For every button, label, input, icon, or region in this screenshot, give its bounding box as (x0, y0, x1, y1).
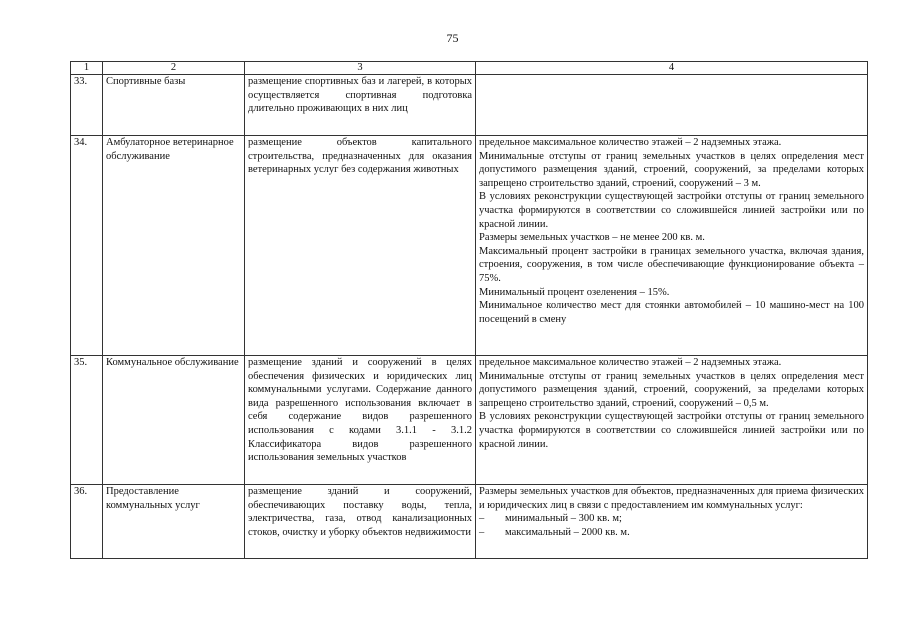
header-cell-3: 3 (245, 62, 476, 75)
land-use-name: Коммунальное обслуживание (103, 356, 245, 485)
row-number: 35. (71, 356, 103, 485)
description-text: размещение объектов капитального строительства, предназначенных для оказания ветеринарных услуг без содержания животных (248, 137, 472, 176)
land-use-description (245, 485, 476, 559)
parameter-text: предельное максимальное количество этажей – 2 надземных этажа. (479, 357, 782, 368)
land-use-description (245, 136, 476, 356)
description-text: размещение зданий и сооружений в целях обеспечения физических и юридических лиц коммунальными услугами. Содержание данного вида разрешенного использования включает в себя содержание видов разрешенного использования с кодами 3.1.1 - 3.1.2 Классификатора видов разрешенного использования земельных участков (248, 357, 472, 464)
land-use-parameters (476, 485, 868, 559)
parameter-text: В условиях реконструкции существующей застройки отступы от границ земельного участка формируются в соответствии со сложившейся линией застройки или по красной линии. (479, 411, 864, 450)
dash-bullet: – (479, 513, 485, 525)
list-item (479, 512, 864, 526)
list-item-text: минимальный – 300 кв. м; (505, 513, 622, 525)
page-number: 75 (446, 31, 459, 45)
table-row (71, 75, 868, 136)
row-number: 34. (71, 136, 103, 356)
description-text: размещение спортивных баз и лагерей, в которых осуществляется спортивная подготовка длительно проживающих в них лиц (248, 76, 472, 115)
parameter-text: предельное максимальное количество этажей – 2 надземных этажа. (479, 137, 782, 148)
row-number: 36. (71, 485, 103, 559)
list-item-text: максимальный – 2000 кв. м. (505, 526, 630, 538)
land-use-parameters (476, 136, 868, 356)
land-use-description (245, 75, 476, 136)
land-use-table (70, 61, 868, 559)
parameter-text: Размеры земельных участков для объектов, предназначенных для приема физических и юридических лиц в связи с предоставлением им коммунальных услуг: (479, 486, 864, 511)
table-row (71, 136, 868, 356)
land-use-description (245, 356, 476, 485)
header-cell-4: 4 (476, 62, 868, 75)
land-use-parameters (476, 356, 868, 485)
land-use-name: Амбулаторное ветеринарное обслуживание (103, 136, 245, 356)
parameter-text: Минимальный процент озеленения – 15%. (479, 286, 670, 298)
table-row (71, 356, 868, 485)
parameter-text: Минимальные отступы от границ земельных участков в целях определения мест допустимого размещения зданий, строений, сооружений, за пределами которых запрещено строительство зданий, строений, сооружений – 0,5 м. (479, 370, 864, 409)
land-use-name: Спортивные базы (103, 75, 245, 136)
list-item (479, 526, 864, 540)
header-cell-2: 2 (103, 62, 245, 75)
row-number: 33. (71, 75, 103, 136)
table-row (71, 485, 868, 559)
dash-bullet: – (479, 526, 485, 538)
table-header-row (71, 62, 868, 75)
header-cell-1: 1 (71, 62, 103, 75)
parameter-text: В условиях реконструкции существующей застройки отступы от границ земельного участка формируются в соответствии со сложившейся линией застройки или по красной линии. (479, 191, 864, 230)
land-use-name: Предоставление коммунальных услуг (103, 485, 245, 559)
land-use-parameters (476, 75, 868, 136)
description-text: размещение зданий и сооружений, обеспечивающих поставку воды, тепла, электричества, газа, отвод канализационных стоков, очистку и уборку объектов недвижимости (248, 486, 472, 538)
parameter-text: Размеры земельных участков – не менее 200 кв. м. (479, 232, 705, 244)
parameter-text: Максимальный процент застройки в границах земельного участка, включая здания, строения, сооружения, в том числе обеспечивающие функционирование объекта – 75%. (479, 245, 864, 284)
parameter-text: Минимальное количество мест для стоянки автомобилей – 10 машино-мест на 100 посещений в смену (479, 300, 864, 325)
parameter-text: Минимальные отступы от границ земельных участков в целях определения мест допустимого размещения зданий, строений, сооружений, за пределами которых запрещено строительство зданий, строений, сооружений – 3 м. (479, 150, 864, 189)
